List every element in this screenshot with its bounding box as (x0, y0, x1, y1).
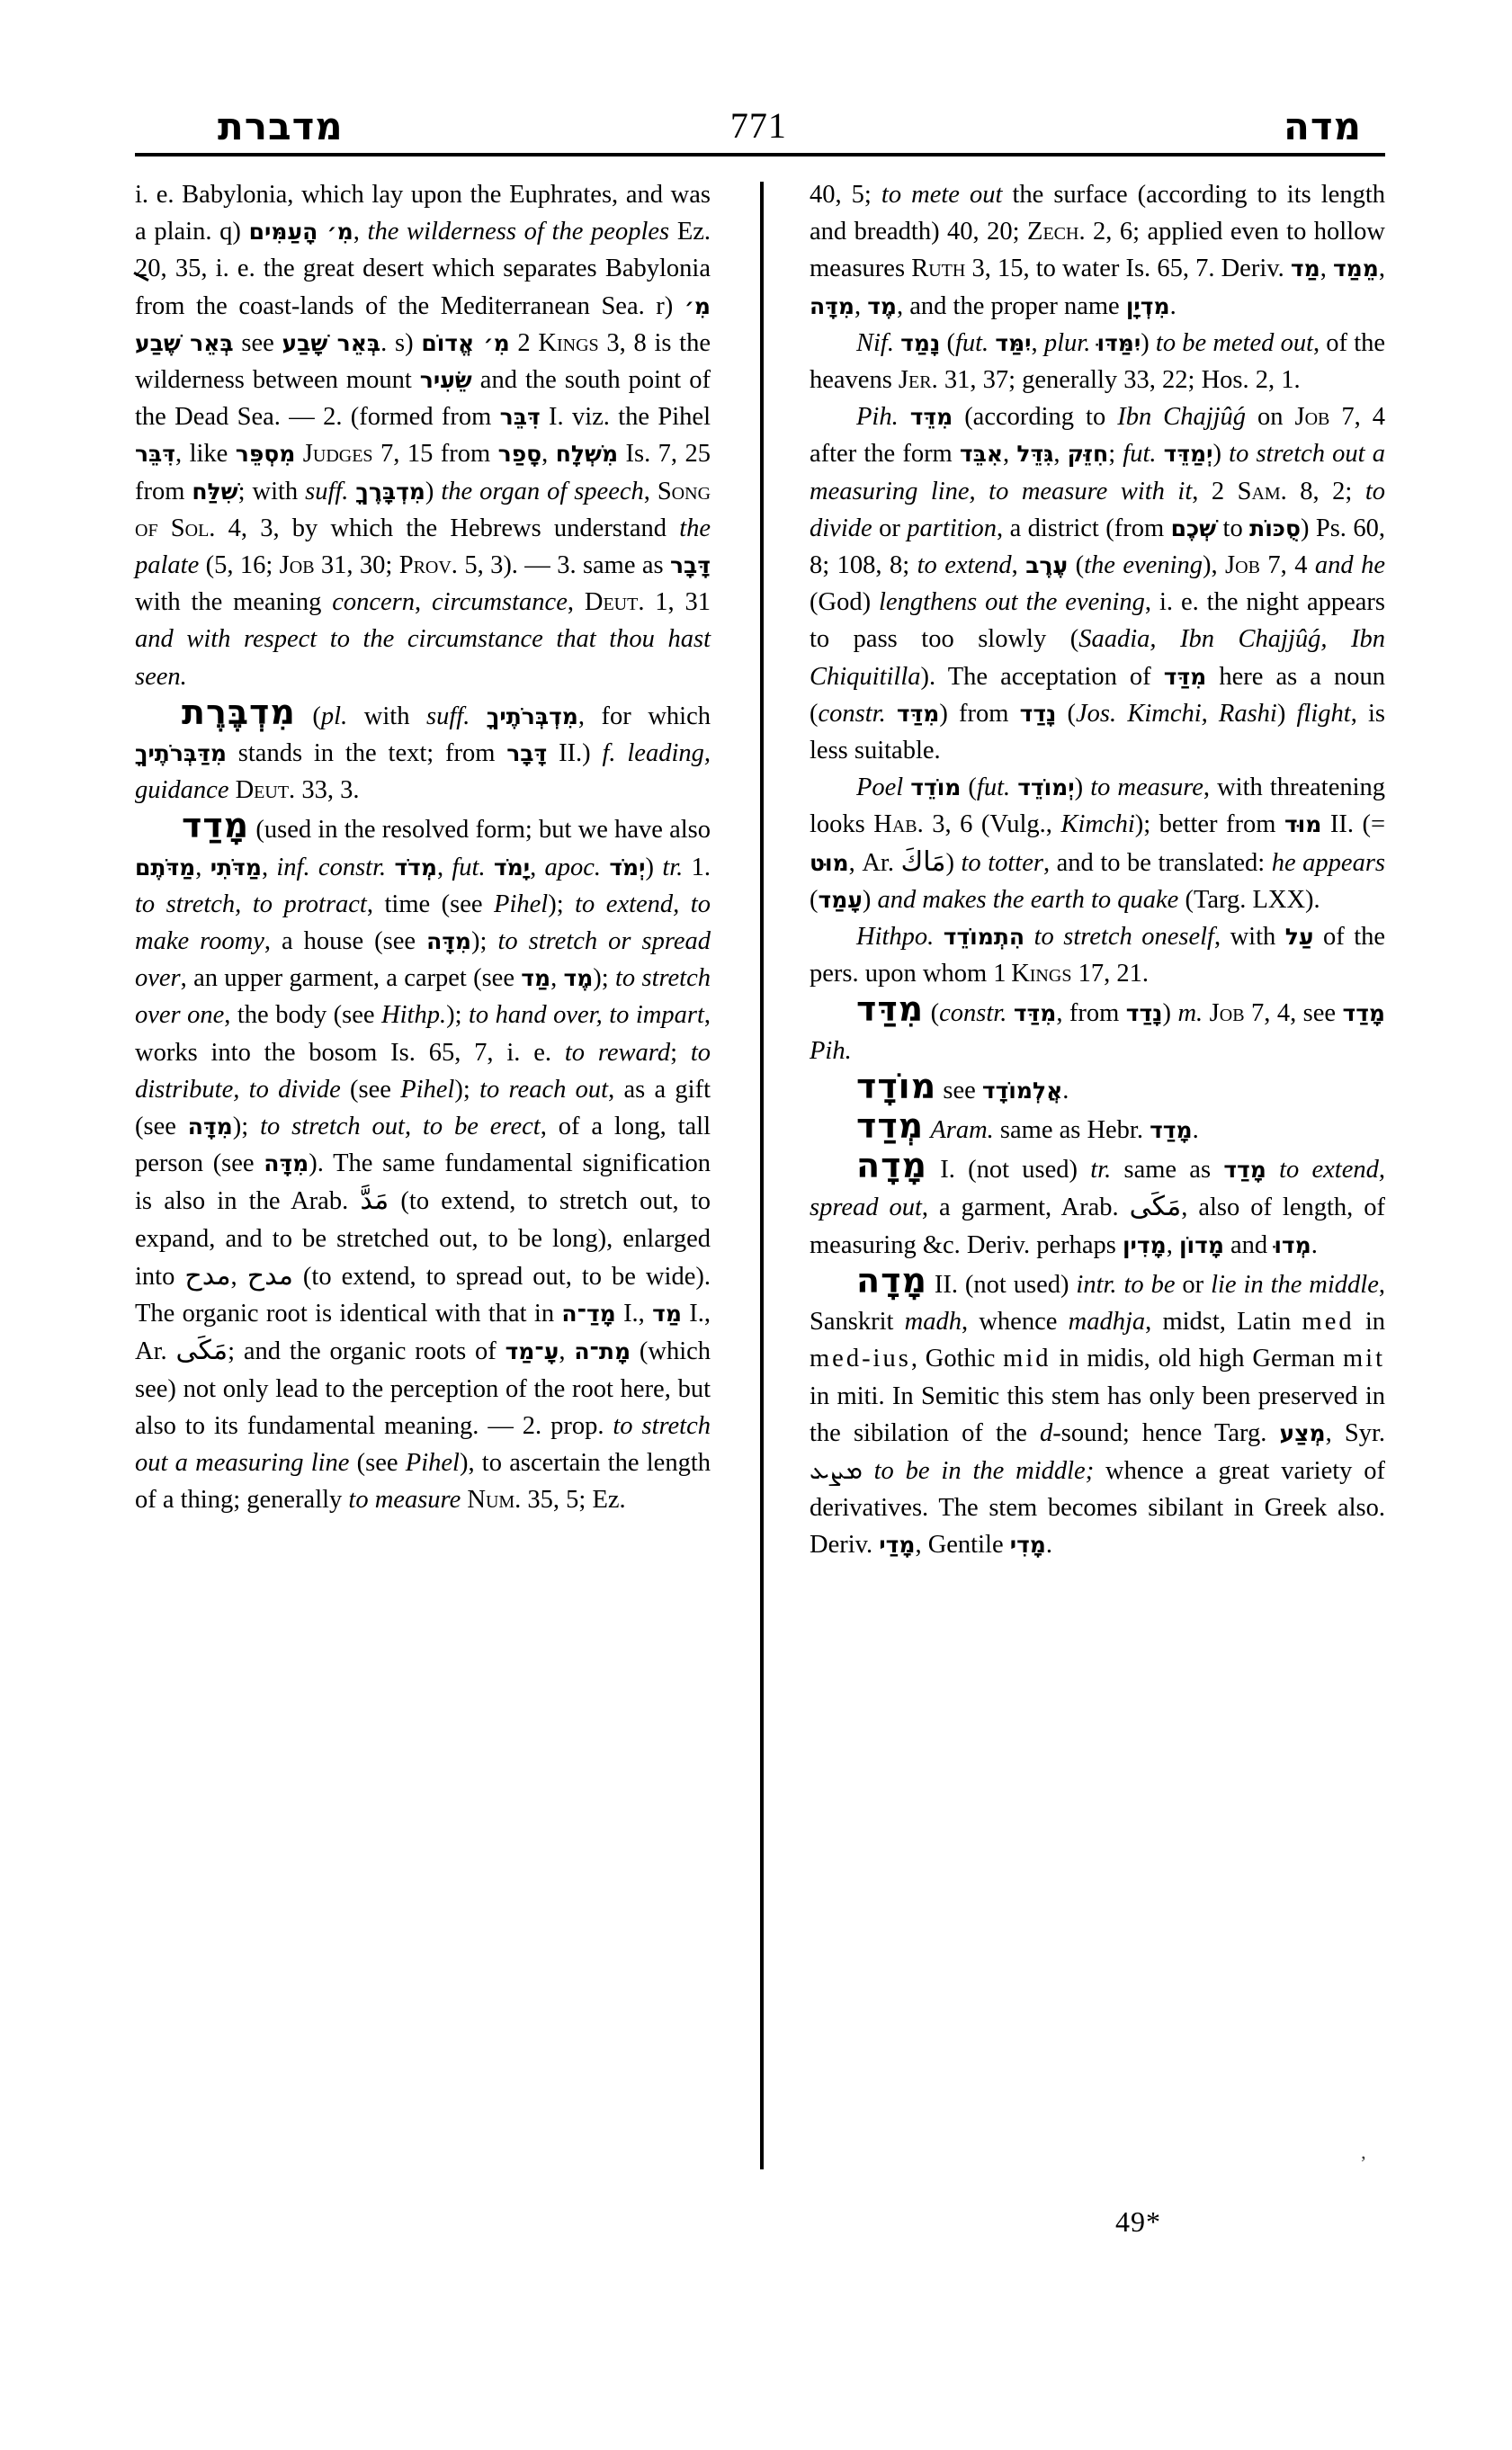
hebrew-term: חִזֵּק (1067, 441, 1109, 468)
conjugation-poel: Poel מוֹדֵד (fut. יְמוֹדֵד) to measure, with threatening looks Hab. 3, 6 (Vulg., Kimchi); better from מוּד II. (= מוּט, Ar. مَاكَ) to totter, and to be translated: he appears (עָמַד) and makes the earth to quake (Targ. LXX). (810, 773, 1386, 914)
hebrew-term: עַל (1284, 924, 1314, 951)
arabic-term: مدح (184, 1259, 231, 1292)
signature-mark: 49* (1115, 2205, 1161, 2238)
entry-madah-2: מָדָה II. (not used) intr. to be or lie in the middle, Sanskrit madh, whence madhja, midst, Latin med in med-ius, Gothic mid in midis, old high German mit in miti. In Semitic this stem has only been preserved in the sibilation of the d-sound; hence Targ. מְצַע, Syr. ܡܨܥ to be in the middle; whence a great variety of derivatives. The stem becomes sibilant in Greek also. Deriv. מָדַי, Gentile מָדִי. (810, 1260, 1386, 1560)
hebrew-term: מֵמַד (1332, 255, 1379, 282)
hebrew-term: מִ׳ אֱדוֹם (421, 329, 510, 356)
entry-middad: מִדַּד (constr. מִדַּד, from נָדַד) m. Job 7, 4, see מָדַד Pih. (810, 989, 1386, 1065)
hebrew-term: מָדַי (879, 1532, 916, 1559)
paragraph-madad-continued: 40, 5; to mete out the surface (according to its length and breadth) 40, 20; Zech. 2, 6; applied even to hollow measures Ruth 3, 15, to water Is. 65, 7. Deriv. מַד, מֵמַד, מִדָּה, מֶד, and the proper name מִדְיָן. (810, 181, 1385, 320)
hebrew-term: מִסְפֵּר (235, 441, 296, 468)
hebrew-term: שְׁכֶם (1170, 514, 1217, 541)
hebrew-term: מְדֹד (394, 854, 437, 881)
hebrew-term: מִדַּבְּרֹתֶיךָ (135, 740, 227, 767)
hebrew-term: דָּבָר (506, 740, 548, 767)
hebrew-term: מַד (521, 965, 551, 992)
hebrew-term: מִ׳ הָעַמִּים (248, 219, 353, 246)
running-head-left-headword: מדברת (218, 104, 344, 148)
hebrew-term: מַד (1290, 255, 1320, 282)
conjugation-pihel: Pih. מִדֵּד (according to Ibn Chajjûǵ on Job 7, 4 after the form אִבֵּד, גִּדֵּל, חִזֵּק; fut. יְמַדֵּד) to stretch out a measuring line, to measure with it, 2 Sam. 8, 2; to divide or partition, a district (from שְׁכֶם to סֻכּוֹת) Ps. 60, 8; 108, 8; to extend, עֶרֶב (the evening), Job 7, 4 and he (God) lengthens out the evening, i. e. the night appears to pass too slowly (Saadia, Ibn Chajjûǵ, Ibn Chiquitilla). The acceptation of מִדַּד here as a noun (constr. מִדַּד) from נָדַד (Jos. Kimchi, Rashi) flight, is less suitable. (810, 403, 1386, 765)
entry-modad: מוֹדָד see אֲלְמוֹדָד. (856, 1066, 1069, 1106)
text-columns (135, 176, 1385, 2182)
hebrew-term: מֶד (867, 292, 898, 319)
hebrew-term: מוּט (810, 849, 849, 876)
hebrew-term: מִשְׁלָח (555, 441, 619, 468)
hebrew-term: עָ־מַד (505, 1338, 559, 1365)
scan-artifact-tick: ’ (1360, 2151, 1367, 2174)
hebrew-term: מָדַד (1150, 1117, 1193, 1144)
conjugation-hithpo: Hithpo. הִתְמוֹדֵד to stretch oneself, with עַל of the pers. upon whom 1 Kings 17, 21. (810, 923, 1386, 988)
hebrew-term: מָדַ־ה (561, 1301, 616, 1328)
entry-madad: מָדַד (used in the resolved form; but we have also מַדֹּתֶם, מַדֹּתִי, inf. constr. מְדֹד, fut. יָמֹד, apoc. יְמֹד) tr. 1. to stretch, to protract, time (see Pihel); to extend, to make roomy, a house (see מִדָּה); to stretch or spread over, an upper garment, a carpet (see מַד, מֶד); to stretch over one, the body (see Hithp.); to hand over, to impart, works into the bosom Is. 65, 7, i. e. to reward; to distribute, to divide (see Pihel); to reach out, as a gift (see מִדָּה); to stretch out, to be erect, of a long, tall person (see מִדָּה). The same fundamental signification is also in the Arab. مَدَّ (to extend, to stretch out, to expand, and to be stretched out, to be long), enlarged into مدح, مدح (to extend, to spread out, to be wide). The organic root is identical with that in מָדַ־ה I., מַד I., Ar. مَكَى; and the organic roots of עָ־מַד, מָת־ה (which see) not only lead to the perception of the root here, but also to its fundamental meaning. — 2. prop. to stretch out a measuring line (see Pihel), to ascertain the length of a thing; generally to measure Num. 35, 5; Ez. (135, 806, 711, 1515)
hebrew-term: מִדָּה (264, 1150, 309, 1177)
running-head (135, 86, 1385, 146)
headword-midbereth: מִדְבֶּרֶת (182, 692, 296, 732)
entry-midbereth: מִדְבֶּרֶת (pl. with suff. מִדְבְּרֹתֶיךָ, for which מִדַּבְּרֹתֶיךָ stands in the text; from דָּבָר II.) f. leading, guidance Deut. 33, 3. (135, 692, 711, 805)
hebrew-term: מָדִי (1009, 1532, 1046, 1559)
arabic-term: مَكَى (1129, 1191, 1182, 1223)
hebrew-term: מִדְיָן (1125, 292, 1170, 319)
hebrew-term: נָמַד (900, 329, 941, 356)
hebrew-term: מִדַּד (1013, 1000, 1057, 1027)
hebrew-term: גִּדֵּל (1016, 441, 1054, 468)
hebrew-term: דִּבֵּר (135, 441, 175, 468)
headword-madah-1: מָדָה (856, 1146, 927, 1186)
page-number: 771 (729, 105, 787, 146)
hebrew-term: מִדַּד (1163, 663, 1207, 690)
hebrew-term: מָדִין (1122, 1231, 1167, 1258)
hebrew-term: אִבֵּד (959, 441, 1004, 468)
hebrew-term: יִמַּד (995, 329, 1032, 356)
conjugation-nifal: Nif. נָמַד (fut. יִמַּד, plur. יִמַּדּוּ) to be meted out, of the heavens Jer. 31, 37; generally 33, 22; Hos. 2, 1. (810, 328, 1386, 395)
headword-madad: מָדַד (182, 806, 250, 846)
arabic-term: مَاكَ (900, 845, 946, 878)
hebrew-term: מְצַע (1279, 1419, 1326, 1446)
hebrew-term: נָדַד (1019, 700, 1057, 727)
hebrew-term: יְמַדֵּד (1163, 441, 1213, 468)
headword-medad-aram: מְדַד (856, 1106, 925, 1147)
hebrew-term: סָפַר (497, 441, 542, 468)
hebrew-term: שִׁלַּח (192, 478, 238, 505)
paragraph-midbar-continued: i. e. Babylonia, which lay upon the Euphrates, and was a plain. q) מִ׳ הָעַמִּים, the wilderness of the peoples Ez. 20, 35, i. e. the great desert which separates Babylonia from the coast-lands of the Mediterranean Sea. r) מִ׳ בְּאֵר שֶׁבַע see בְּאֵר שָׁבַע. s) מִ׳ אֱדוֹם 2 Kings 3, 8 is the wilderness between mount שֵׂעִיר and the south point of the Dead Sea. — 2. (formed from דִּבֵּר I. viz. the Pihel דִּבֵּר, like מִסְפֵּר Judges 7, 15 from סָפַר, מִשְׁלָח Is. 7, 25 from שִׁלַּח; with suff. מִדְבָּרֶךָ) the organ of speech, Song of Sol. 4, 3, by which the Hebrews understand the palate (5, 16; Job 31, 30; Prov. 5, 3). — 3. same as דָּבָר with the meaning concern, circumstance, Deut. 1, 31 and with respect to the circumstance that thou hast seen. (135, 181, 711, 691)
arabic-term: مَكَى (175, 1335, 228, 1367)
hebrew-term: דִּבֵּר (499, 404, 541, 431)
hebrew-term: מָדַד (1342, 1000, 1386, 1027)
hebrew-term: אֲלְמוֹדָד (981, 1077, 1063, 1104)
hebrew-term: מִדָּה (426, 928, 472, 955)
hebrew-term: יָמֹד (493, 854, 531, 881)
hebrew-term: עָמַד (818, 886, 863, 913)
hebrew-term: מְדוּ (1274, 1231, 1311, 1258)
hebrew-term: סֻכּוֹת (1249, 514, 1301, 541)
hebrew-term: מִדָּה (187, 1113, 233, 1140)
hebrew-term: מֶד (563, 965, 594, 992)
hebrew-term: יִמַּדּוּ (1096, 329, 1141, 356)
hebrew-term: מָדוֹן (1178, 1231, 1224, 1258)
hebrew-term: מִדְבְּרֹתֶיךָ (486, 702, 578, 729)
header-rule (135, 153, 1385, 156)
hebrew-term: מַד (652, 1301, 682, 1328)
headword-middad: מִדַּד (856, 989, 925, 1030)
entry-madah-1: מָדָה I. (not used) tr. same as מָדַד to extend, spread out, a garment, Arab. مَكَى, also of length, of measuring &c. Deriv. perhaps מָדִין, מָדוֹן and מְדוּ. (810, 1146, 1385, 1259)
hebrew-term: עֶרֶב (1025, 552, 1069, 579)
hebrew-term: יְמוֹדֵד (1017, 774, 1075, 801)
hebrew-term: שֵׂעִיר (419, 367, 472, 394)
headword-madah-2: מָדָה (856, 1260, 927, 1301)
left-column (135, 176, 711, 1518)
hebrew-term: מַדֹּתִי (210, 854, 262, 881)
hebrew-term: יְמֹד (609, 854, 646, 881)
hebrew-term: דָּבָר (670, 552, 711, 579)
hebrew-term: מִדָּה (810, 292, 854, 319)
hebrew-term: מוּד (1284, 811, 1322, 838)
running-head-right-headword: מדה (1284, 104, 1362, 148)
hebrew-term: נָדַד (1125, 1000, 1163, 1027)
hebrew-term: מִדַּד (896, 700, 940, 727)
hebrew-term: מִדֵּד (909, 404, 953, 431)
headword-modad: מוֹדָד (856, 1066, 937, 1106)
arabic-term: مدح (246, 1259, 293, 1292)
arabic-term: مَدَّ (360, 1185, 389, 1217)
syriac-term: ܡܨܥ (810, 1454, 863, 1485)
hebrew-term: מָת־ה (574, 1338, 631, 1365)
right-column (810, 176, 1385, 1564)
hebrew-term: מָדַד (1223, 1157, 1266, 1184)
column-divider (760, 182, 764, 2169)
hebrew-term: מִדְבָּרֶךָ (355, 478, 425, 505)
hebrew-term: מַדֹּתֶם (135, 854, 196, 881)
entry-medad-aram: מְדַד Aram. same as Hebr. מָדַד. (856, 1106, 1199, 1147)
hebrew-term: מוֹדֵד (910, 774, 962, 801)
hebrew-term: הִתְמוֹדֵד (943, 924, 1025, 951)
hebrew-term: מִ׳ בְּאֵר שֶׁבַע (135, 292, 711, 356)
hebrew-term: בְּאֵר שָׁבַע (282, 329, 381, 356)
